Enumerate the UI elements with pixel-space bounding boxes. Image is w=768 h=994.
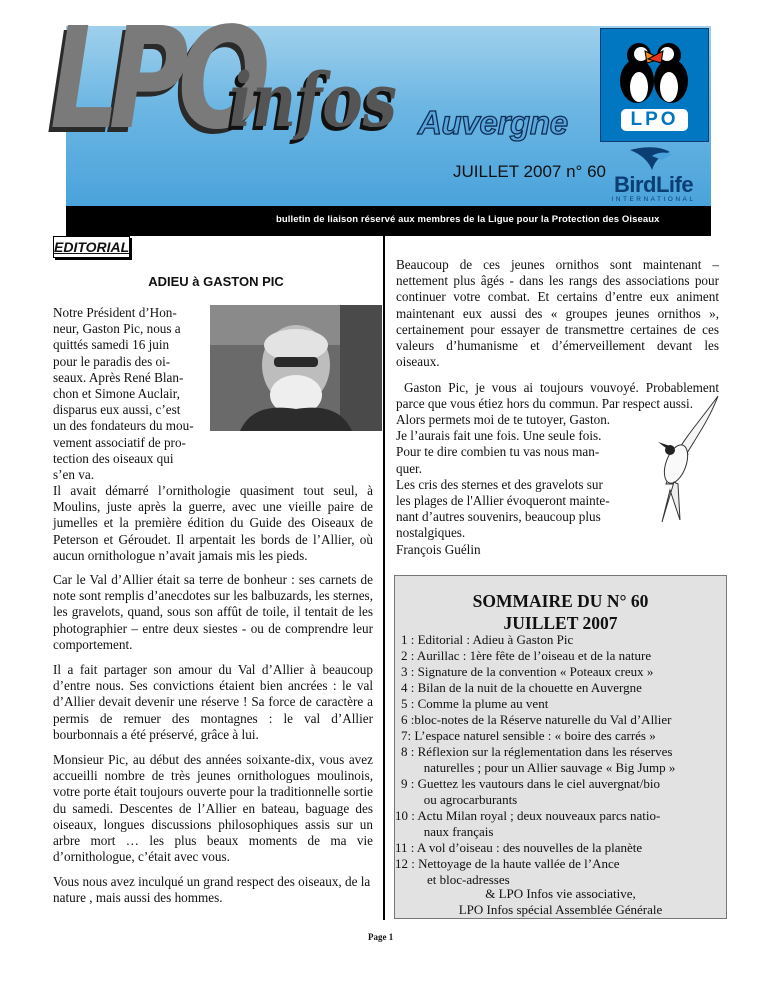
toc-item: 10 : Actu Milan royal ; deux nouveaux parcs natio- [395, 808, 661, 823]
puffin-icon [601, 29, 708, 109]
logo-infos: infos [229, 58, 397, 144]
toc-item: 11 : A vol d’oiseau : des nouvelles de la planète [395, 840, 643, 855]
lpo-badge: LPO [621, 109, 688, 131]
paragraph-5: Monsieur Pic, au début des années soixante-dix, vous avez accueilli nombre de très jeunes ornithologues moulinois, votre porte était toujours ouverte pour la traditionnelle sortie du samedi. Descentes de l’Allier en bateau, baguage des oiseaux, longues discussions philosophiques assis sur un arbre mort … les plus beaux moments de ma vie d’ornithologue, c’était avec vous. [53, 752, 373, 865]
paragraph-right-2: Gaston Pic, je vous ai toujours vouvoyé. Probablement parce que vous étiez hors du commun. Par respect aussi. [396, 380, 719, 412]
toc-item: 1 : Editorial : Adieu à Gaston Pic [401, 632, 574, 647]
issue-date: JUILLET 2007 n° 60 [453, 162, 606, 181]
portrait-photo [210, 305, 382, 431]
birdlife-name: BirdLife [613, 172, 694, 197]
toc-item: 4 : Bilan de la nuit de la chouette en Auvergne [401, 680, 642, 695]
toc-item: naux français [401, 824, 494, 839]
toc-footer-2: LPO Infos spécial Assemblée Générale [458, 902, 663, 917]
lpo-puffin-logo [600, 28, 709, 142]
paragraph-2: Il avait démarré l’ornithologie quasiment tout seul, à Moulins, juste après la guerre, avec une vieille paire de jumelles et la première édition du Guide des Oiseaux de Peterson et Géroudet. Il arpentait les bords de l’Allier, où aucun ornithologue n’avait jamais mis les pieds. [53, 483, 373, 563]
toc-title: SOMMAIRE DU N° 60 JUILLET 2007 [472, 591, 649, 633]
toc-item: ou agrocarburants [401, 792, 518, 807]
signature: François Guélin [396, 542, 481, 557]
toc-item: 12 : Nettoyage de la haute vallée de l’Ance [395, 856, 620, 871]
paragraph-right-1: Beaucoup de ces jeunes ornithos sont maintenant – nettement plus âgés - dans les rangs des associations pour continuer votre combat. Et certains d’entre eux animent maintenant eux aussi des « groupes jeunes ornithos », certainement pour essayer de transmettre certaines de ces valeurs d’humanisme et d’émerveillement devant les oiseaux. [396, 257, 719, 370]
paragraph-right-3: Alors permets moi de te tutoyer, Gaston. Je l’aurais fait une fois. Une seule fois. Pour te dire combien tu vas nous man- quer. Les cris des sternes et des gravelots sur les plages de l'Allier évoqueront mainte- nant d’autres souvenirs, beaucoup plus nostalgiques. [396, 412, 611, 541]
tern-icon [640, 392, 726, 526]
logo-lpo: LPO [50, 0, 260, 161]
masthead [50, 0, 711, 225]
toc-item: et bloc-adresses [401, 872, 510, 887]
toc-item: 2 : Aurillac : 1ère fête de l’oiseau et de la nature [401, 648, 652, 663]
section-label: EDITORIAL [53, 236, 130, 258]
birdlife-logo [600, 144, 707, 206]
paragraph-4: Il a fait partager son amour du Val d’Allier à beaucoup d’entre nous. Ses convictions étaient bien ancrées : le val d’Allier devait devenir une réserve ! Sa force de caractère a permis de remuer des montagnes : le val d’Allier bourbonnais a été préservé, grâce à lui. [53, 662, 373, 742]
article-headline: ADIEU à GASTON PIC [148, 274, 284, 289]
page-number: Page 1 [368, 932, 394, 942]
toc-item: 8 : Réflexion sur la réglementation dans les réserves [401, 744, 673, 759]
intro-paragraph: Notre Président d’Hon- neur, Gaston Pic, nous a quittés samedi 16 juin pour le paradis des oi- seaux. Après René Blan- chon et Simone Auclair, disparus eux aussi, c’est un des fondateurs du mou- vement associatif de pro- tection des oiseaux qui s’en va. [53, 305, 194, 483]
column-divider [383, 232, 385, 920]
region-title: Auvergne [418, 104, 568, 141]
toc-item: 5 : Comme la plume au vent [401, 696, 549, 711]
toc-item: 9 : Guettez les vautours dans le ciel auvergnat/bio [401, 776, 660, 791]
masthead-tagline: bulletin de liaison réservé aux membres de la Ligue pour la Protection des Oiseaux [276, 214, 660, 225]
table-of-contents [394, 575, 727, 919]
toc-item: 6 :bloc-notes de la Réserve naturelle du Val d’Allier [401, 712, 672, 727]
toc-item: 3 : Signature de la convention « Poteaux creux » [401, 664, 654, 679]
bird-icon [600, 144, 707, 174]
toc-footer-1: & LPO Infos vie associative, [485, 886, 636, 901]
birdlife-sub: INTERNATIONAL [611, 196, 696, 203]
paragraph-3: Car le Val d’Allier était sa terre de bonheur : ses carnets de note sont remplis d’anecdotes sur les balbuzards, les sternes, les gravelots, quand, sous son affût de toile, il tentait de les photographier – entre deux siestes - ou de comprendre leur comportement. [53, 572, 373, 652]
toc-item: 7: L’espace naturel sensible : « boire des carrés » [401, 728, 656, 743]
toc-item: naturelles ; pour un Allier sauvage « Big Jump » [401, 760, 676, 775]
paragraph-6: Vous nous avez inculqué un grand respect des oiseaux, de la nature , mais aussi des hommes. [53, 874, 371, 906]
